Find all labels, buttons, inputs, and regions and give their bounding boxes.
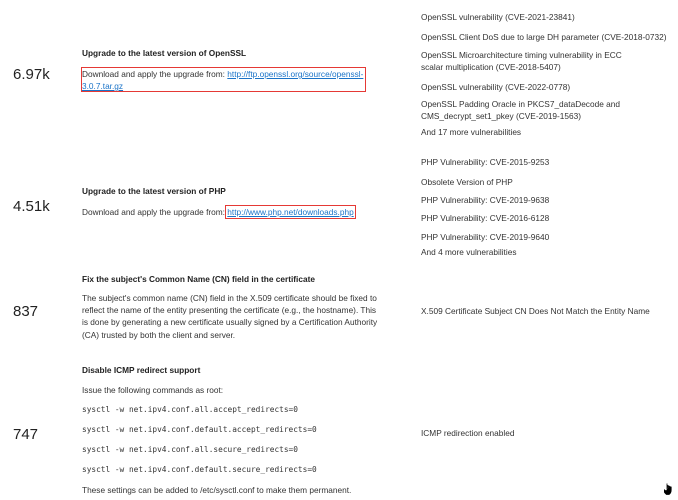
solution-description: [82, 68, 363, 92]
solution-intro: Issue the following commands as root:: [82, 385, 224, 395]
vuln-item[interactable]: ICMP redirection enabled: [421, 428, 515, 438]
command-line: sysctl -w net.ipv4.conf.default.secure_redirects=0: [82, 465, 317, 474]
vuln-item[interactable]: OpenSSL Microarchitecture timing vulnerability in ECC scalar multiplication (CVE-2018-5407): [421, 50, 622, 72]
vuln-item[interactable]: PHP Vulnerability: CVE-2019-9640: [421, 232, 550, 242]
solution-title: Upgrade to the latest version of PHP: [82, 186, 226, 196]
solution-title: Disable ICMP redirect support: [82, 365, 201, 375]
asset-count: 6.97k: [13, 66, 50, 83]
description-prefix: Download and apply the upgrade from:: [82, 207, 228, 217]
vuln-item[interactable]: OpenSSL vulnerability (CVE-2021-23841): [421, 12, 575, 22]
asset-count: 4.51k: [13, 198, 50, 215]
command-line: sysctl -w net.ipv4.conf.all.accept_redirects=0: [82, 405, 298, 414]
vuln-item[interactable]: Obsolete Version of PHP: [421, 177, 513, 187]
more-vulns-link[interactable]: And 4 more vulnerabilities: [421, 247, 517, 257]
solution-description: The subject's common name (CN) field in the X.509 certificate should be fixed to reflect the name of the entity presenting the certificate (e.g., the hostname). This is done by generating a new certificate usually signed by a Certification Authority (CA) trusted by both the client and server.: [82, 293, 378, 340]
vuln-item[interactable]: PHP Vulnerability: CVE-2016-6128: [421, 213, 550, 223]
vuln-item[interactable]: PHP Vulnerability: CVE-2015-9253: [421, 157, 550, 167]
more-vulns-link[interactable]: And 17 more vulnerabilities: [421, 127, 522, 137]
openssl-download-link[interactable]: http://ftp.openssl.org/source/openssl-: [227, 69, 364, 79]
solution-outro: These settings can be added to /etc/sysctl.conf to make them permanent.: [82, 485, 352, 495]
asset-count: 747: [13, 426, 39, 443]
asset-count: 837: [13, 303, 39, 320]
command-line: sysctl -w net.ipv4.conf.all.secure_redirects=0: [82, 445, 298, 454]
php-download-link[interactable]: http://www.php.net/downloads.php: [227, 207, 354, 217]
openssl-download-link-cont[interactable]: 3.0.7.tar.gz: [82, 81, 124, 91]
solution-description: [82, 206, 354, 218]
description-prefix: Download and apply the upgrade from:: [82, 69, 228, 79]
vuln-item[interactable]: X.509 Certificate Subject CN Does Not Match the Entity Name: [421, 306, 650, 316]
hand-cursor-icon: [664, 483, 673, 495]
solution-title: Fix the subject's Common Name (CN) field in the certificate: [82, 274, 315, 284]
vuln-item[interactable]: OpenSSL Client DoS due to large DH parameter (CVE-2018-0732): [421, 32, 667, 42]
vuln-item[interactable]: OpenSSL vulnerability (CVE-2022-0778): [421, 82, 571, 92]
command-line: sysctl -w net.ipv4.conf.default.accept_redirects=0: [82, 425, 317, 434]
solution-title: Upgrade to the latest version of OpenSSL: [82, 48, 247, 58]
vuln-item[interactable]: OpenSSL Padding Oracle in PKCS7_dataDecode and CMS_decrypt_set1_pkey (CVE-2019-1563): [421, 99, 620, 121]
vuln-item[interactable]: PHP Vulnerability: CVE-2019-9638: [421, 195, 550, 205]
